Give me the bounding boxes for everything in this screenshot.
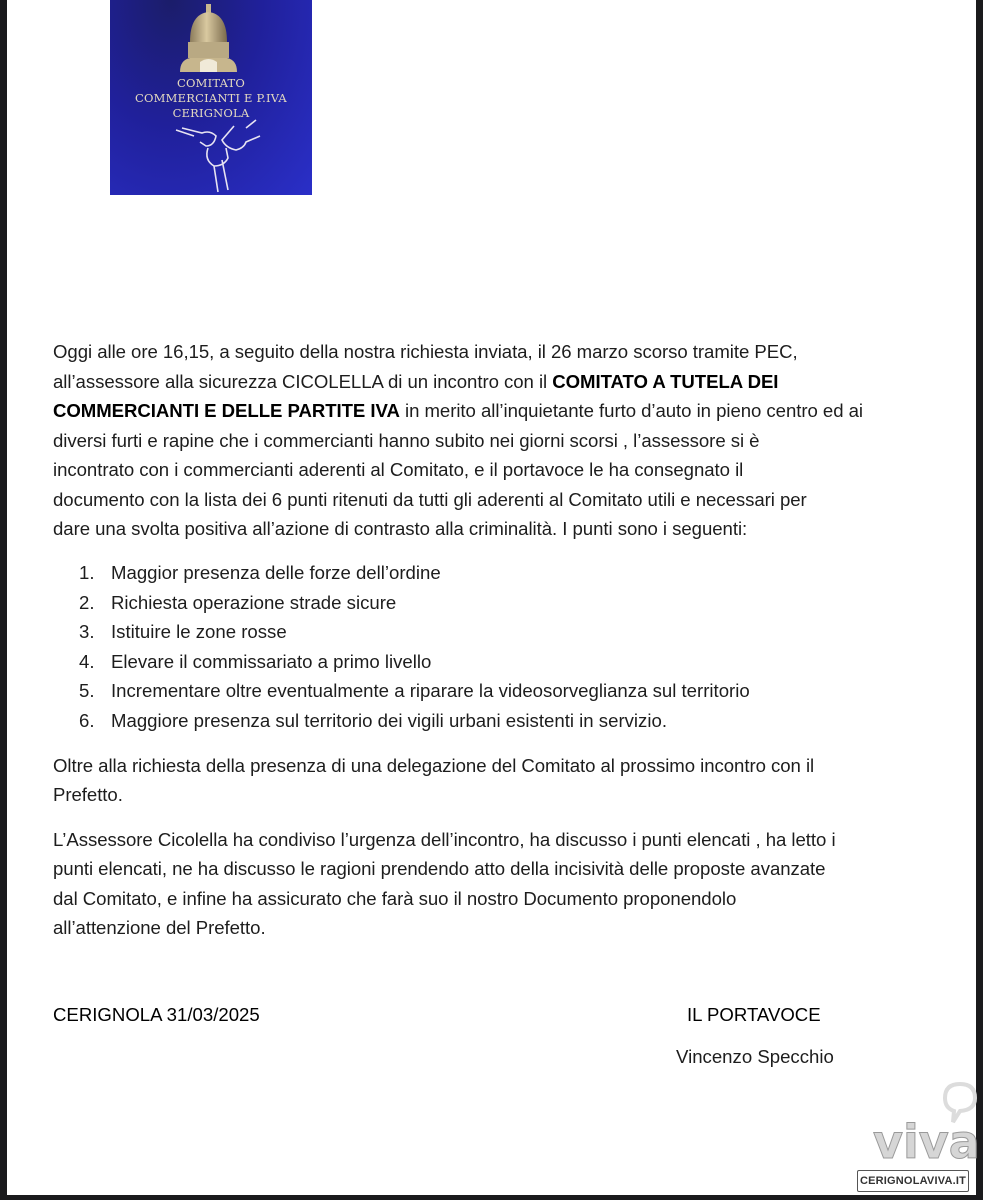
list-number: 6.: [79, 710, 95, 731]
signatory-role: IL PORTAVOCE: [687, 1004, 821, 1025]
list-number: 5.: [79, 680, 95, 701]
list-text: Istituire le zone rosse: [111, 621, 287, 642]
para2-line1: Oltre alla richiesta della presenza di una delegazione del Comitato al prossimo incontro con il: [53, 755, 815, 776]
logo-text-line1: COMITATO: [177, 76, 245, 90]
list-text: Maggior presenza delle forze dell’ordine: [111, 562, 441, 583]
committee-logo: [110, 0, 312, 195]
para3-line4: all’attenzione del Prefetto.: [53, 917, 266, 938]
dome-drum: [188, 42, 229, 58]
para3-line2: punti elencati, ne ha discusso le ragioni prendendo atto della incisività delle proposte avanzate: [53, 858, 826, 879]
committee-name-bold-2: COMMERCIANTI E DELLE PARTITE IVA: [53, 400, 400, 421]
list-text: Maggiore presenza sul territorio dei vigili urbani esistenti in servizio.: [111, 710, 667, 731]
list-text: Richiesta operazione strade sicure: [111, 592, 397, 613]
watermark-site-label: CERIGNOLAVIVA.IT: [857, 1170, 969, 1192]
list-number: 3.: [79, 621, 95, 642]
para3-line3: dal Comitato, e infine ha assicurato che farà suo il nostro Documento proponendolo: [53, 888, 737, 909]
place-date: CERIGNOLA 31/03/2025: [53, 1004, 260, 1025]
committee-name-bold-1: COMITATO A TUTELA DEI: [552, 371, 779, 392]
para1-line7: dare una svolta positiva all’azione di contrasto alla criminalità. I punti sono i seguenti:: [53, 518, 748, 539]
para2-line2: Prefetto.: [53, 784, 123, 805]
para1-line3-text: in merito all’inquietante furto d’auto in pieno centro ed ai: [399, 400, 863, 421]
viva-logo-text: viva: [873, 1115, 980, 1169]
para1-line6: documento con la lista dei 6 punti ritenuti da tutti gli aderenti al Comitato utili e necessari per: [53, 489, 807, 510]
logo-text-line3: CERIGNOLA: [172, 106, 250, 120]
para1-line3: [53, 400, 863, 422]
para1-line2-text: all’assessore alla sicurezza CICOLELLA di un incontro con il: [53, 371, 553, 392]
para1-line1: Oggi alle ore 16,15, a seguito della nostra richiesta inviata, il 26 marzo scorso tramite PEC,: [53, 341, 798, 362]
para3-line1: L’Assessore Cicolella ha condiviso l’urgenza dell’incontro, ha discusso i punti elencati , ha letto i: [53, 829, 836, 850]
logo-text-line2: COMMERCIANTI E P.IVA: [135, 91, 287, 105]
para1-line4: diversi furti e rapine che i commercianti hanno subito nei giorni scorsi , l’assessore si è: [53, 430, 760, 451]
dome-shape: [190, 12, 227, 42]
list-text: Incrementare oltre eventualmente a riparare la videosorveglianza sul territorio: [111, 680, 750, 701]
list-text: Elevare il commissariato a primo livello: [111, 651, 432, 672]
list-number: 2.: [79, 592, 95, 613]
document-page: [7, 0, 976, 1195]
joined-hands: [176, 120, 260, 192]
list-number: 1.: [79, 562, 95, 583]
para1-line2: [53, 371, 778, 393]
signatory-name: Vincenzo Specchio: [676, 1046, 834, 1067]
para1-line5: incontrato con i commercianti aderenti al Comitato, e il portavoce le ha consegnato il: [53, 459, 744, 480]
list-number: 4.: [79, 651, 95, 672]
church-entrance: [200, 59, 217, 72]
